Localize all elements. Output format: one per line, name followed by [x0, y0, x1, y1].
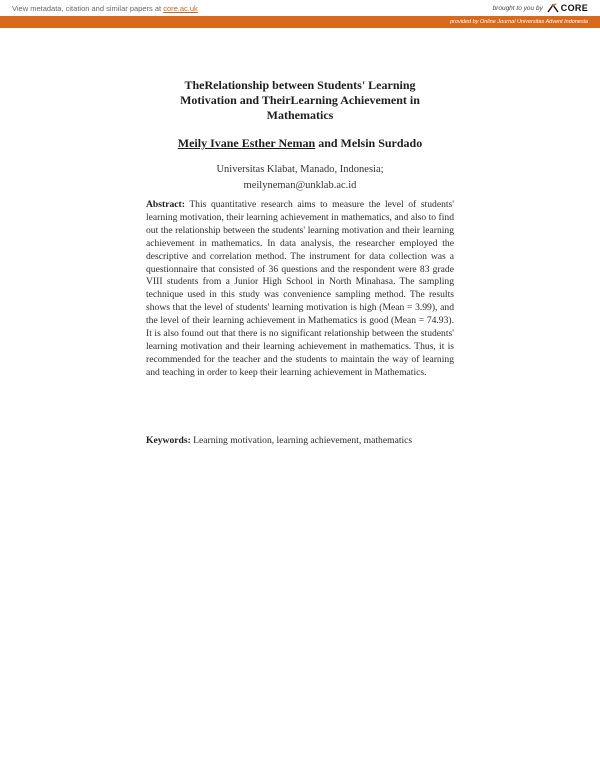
provided-by-bar [0, 16, 600, 28]
core-logo[interactable] [547, 3, 588, 13]
title-line-2: Motivation and TheirLearning Achievement in [180, 93, 420, 107]
provided-by-text: provided by Online Journal Universitas Advent Indonesia [450, 19, 588, 25]
core-top-bar [0, 0, 600, 16]
author-email: meilyneman@unklab.ac.id [243, 180, 357, 191]
brought-by [493, 3, 588, 13]
abstract-text: This quantitative research aims to measure the level of students' learning motivation, their learning achievement in mathematics, and also to find out the relationship between the students' learning motivation and their learning achievement in mathematics. In data analysis, the researcher employed the descriptive and correlation method. The instrument for data collection was a questionnaire that consisted of 36 questions and the respondent were 83 grade VIII students from a Junior High School in North Minahasa. The sampling technique used in this study was convenience sampling method. The results shows that the level of students' learning motivation is high (Mean = 3.99), and the level of their learning achievement in Mathematics is good (Mean = 74.93). It is also found out that there is no significant relationship between the students' learning motivation and their learning achievement in mathematics. Thus, it is recommended for the teacher and the students to maintain the way of learning and teaching in order to keep their learning achievement in Mathematics. [146, 199, 454, 378]
title-line-3: Mathematics [266, 108, 334, 122]
author-joiner: and [315, 136, 341, 150]
abstract [146, 199, 454, 380]
author-list [100, 136, 500, 151]
affiliation-institution: Universitas Klabat, Manado, Indonesia; [216, 164, 384, 175]
brought-by-text: brought to you by [492, 4, 543, 12]
keywords-label: Keywords: [146, 435, 191, 446]
title-line-1: TheRelationship between Students' Learning [184, 78, 416, 92]
metadata-notice [12, 4, 198, 13]
core-logo-icon [547, 3, 559, 13]
abstract-label: Abstract: [146, 199, 185, 210]
author-2: Melsin Surdado [340, 136, 423, 150]
metadata-prefix: View metadata, citation and similar papers at [12, 4, 164, 13]
affiliation [100, 162, 500, 194]
author-1: Meily Ivane Esther Neman [177, 136, 316, 150]
core-logo-text: CORE [560, 3, 588, 13]
keywords [146, 435, 454, 448]
core-link[interactable]: core.ac.uk [163, 4, 198, 13]
paper-title [140, 78, 460, 123]
keywords-text: Learning motivation, learning achievement, mathematics [190, 435, 413, 446]
